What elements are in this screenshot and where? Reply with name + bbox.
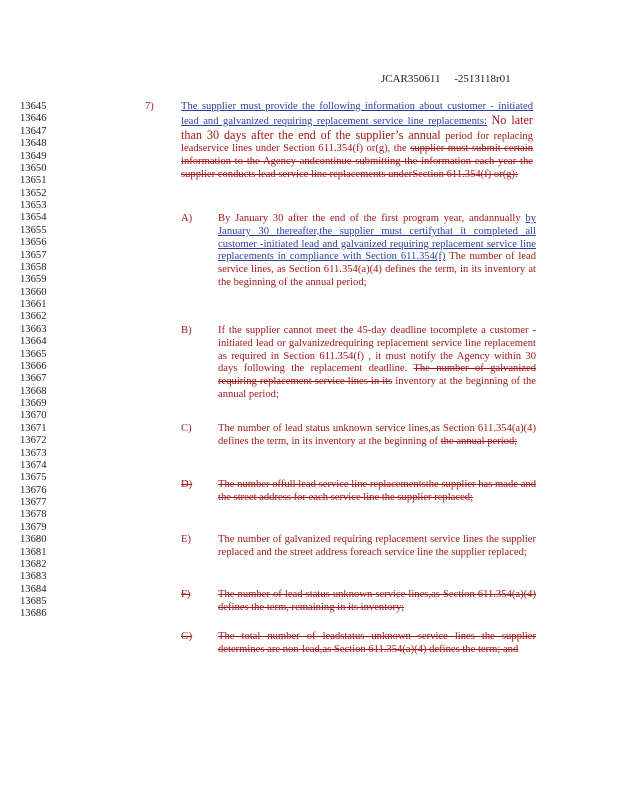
line-number: 13667 xyxy=(20,373,47,385)
line-number-column xyxy=(20,101,60,621)
item-d-text xyxy=(218,479,536,505)
line-number: 13683 xyxy=(20,571,47,583)
line-number: 13680 xyxy=(20,534,47,546)
line-number: 13651 xyxy=(20,175,47,187)
line-number: 13669 xyxy=(20,398,47,409)
line-number: 13658 xyxy=(20,261,47,273)
doc-id: JCAR350611 xyxy=(381,73,441,85)
line-number: 13662 xyxy=(20,311,47,323)
item-e-galvanized-text: The number of galvanized requiring replacement service lines the supplier replaced and the street address foreach service line the supplier replaced; xyxy=(218,534,536,558)
item-b-label: B) xyxy=(181,325,192,336)
item-g-text xyxy=(218,631,536,657)
line-number: 13672 xyxy=(20,435,47,447)
item-7-text xyxy=(181,101,533,182)
rev-id: -2513118r01 xyxy=(454,73,511,85)
line-number: 13664 xyxy=(20,336,47,348)
line-number: 13647 xyxy=(20,125,47,137)
line-number: 13675 xyxy=(20,472,47,484)
item-g-deleted-text: The total number of leadstatus unknown service lines the supplier determines are non-lead,as Section 611.354(a)(4) defines the term; and xyxy=(218,631,536,655)
item-f-deleted-text: The number of lead status unknown service lines,as Section 611.354(a)(4) defines the term, remaining in its inventory; xyxy=(218,589,536,613)
item-a-text xyxy=(218,213,536,290)
line-number: 13681 xyxy=(20,546,47,558)
line-number: 13666 xyxy=(20,360,47,372)
item-a-lead-lines-text: The number of lead service lines, as Section 611.354(a)(4) defines the term, in its inventory at the beginning of the annual period; xyxy=(218,251,536,288)
line-number: 13670 xyxy=(20,410,47,422)
line-number: 13649 xyxy=(20,150,47,162)
item-b-text xyxy=(218,325,536,402)
item-b-notify-text: If the supplier cannot meet the 45-day deadline tocomplete a customer -initiated lead or galvanizedrequiring replacement service line replacement as required in Section 611.354(f) , it must notify the Agency within 30 days following the replacement deadline. xyxy=(218,325,536,375)
line-number: 13671 xyxy=(20,422,47,434)
line-number: 13677 xyxy=(20,497,47,508)
line-number: 13656 xyxy=(20,237,47,249)
line-number: 13686 xyxy=(20,608,47,620)
line-number: 13655 xyxy=(20,224,47,236)
item-b-inventory-text: inventory at the beginning of the annual period; xyxy=(218,376,536,400)
item-g-label: G) xyxy=(181,631,193,642)
item-7-deadline-text: No later than 30 days after the end of the supplier’s annual xyxy=(181,112,533,142)
line-number: 13657 xyxy=(20,249,47,261)
line-number: 13676 xyxy=(20,484,47,496)
item-d-label: D) xyxy=(181,479,193,490)
line-number: 13679 xyxy=(20,521,47,533)
item-e-label: E) xyxy=(181,534,191,545)
item-7-period-text: period for replacing leadservice lines under Section 611.354(f) or(g), the xyxy=(181,130,533,155)
item-f-text xyxy=(218,589,536,615)
line-number: 13665 xyxy=(20,348,47,360)
line-number: 13684 xyxy=(20,583,47,595)
line-number: 13654 xyxy=(20,212,47,224)
item-d-deleted-text: The number offull lead service line replacementsthe supplier has made and the street address for each service line the supplier replaced; xyxy=(218,479,536,503)
line-number: 13648 xyxy=(20,138,47,150)
line-number: 13660 xyxy=(20,286,47,298)
item-c-label: C) xyxy=(181,423,192,434)
line-number: 13650 xyxy=(20,162,47,174)
line-number: 13653 xyxy=(20,200,47,211)
line-number: 13682 xyxy=(20,558,47,570)
line-number: 13668 xyxy=(20,385,47,397)
line-number: 13674 xyxy=(20,459,47,471)
line-number: 13659 xyxy=(20,274,47,286)
item-a-deadline-text: By January 30 after the end of the first program year, andannually xyxy=(218,213,521,224)
item-a-label: A) xyxy=(181,213,193,224)
item-f-label: F) xyxy=(181,589,191,600)
line-number: 13652 xyxy=(20,187,47,199)
item-7-inserted-text: The supplier must provide the following information about customer - initiated lead and galvanized requiring replacement service line replacements: xyxy=(181,101,533,127)
item-b-deleted-text: The number of galvanized requiring replacement service lines in its xyxy=(218,363,536,388)
item-a-inserted-text: by January 30 thereafter,the supplier must certifythat it completed all customer -initiated lead and galvanized requiring replacement service line replacements in compliance with Section 611.354(f) xyxy=(218,213,536,263)
line-number: 13663 xyxy=(20,323,47,335)
line-number: 13685 xyxy=(20,596,47,607)
line-number: 13645 xyxy=(20,101,47,112)
item-7-label: 7) xyxy=(145,101,154,112)
item-e-text xyxy=(218,534,536,560)
page-header xyxy=(381,73,511,85)
line-number: 13678 xyxy=(20,509,47,521)
item-c-text xyxy=(218,423,536,449)
item-7-deleted-text: supplier must submit certain information to the Agency andcontinue submitting the information each year the supplier conducts lead service line replacements underSection 611.354(f) or(g): xyxy=(181,143,533,180)
line-number: 13661 xyxy=(20,299,47,310)
line-number: 13646 xyxy=(20,113,47,125)
line-number: 13673 xyxy=(20,447,47,459)
item-c-unknown-lines-text: The number of lead status unknown service lines,as Section 611.354(a)(4) defines the term, in its inventory at the beginning of xyxy=(218,423,536,447)
item-c-deleted-text: the annual period; xyxy=(440,435,518,447)
